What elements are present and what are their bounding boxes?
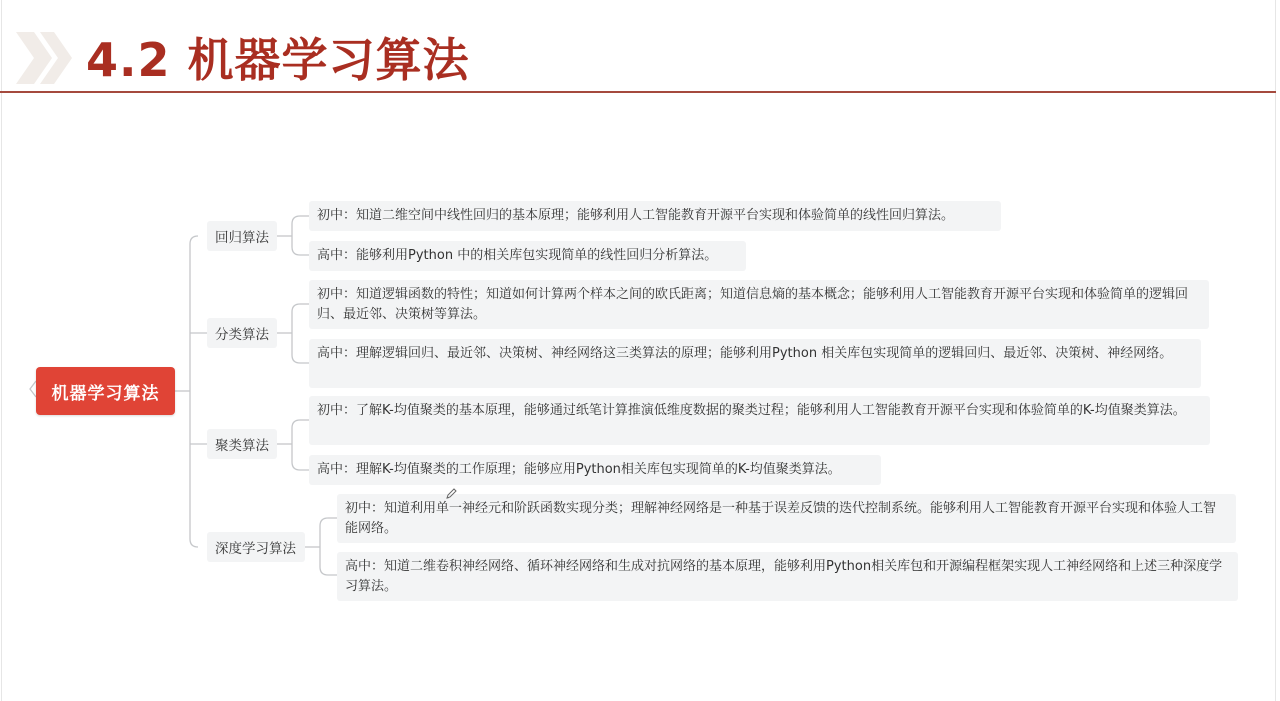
- leaf-regression-senior[interactable]: 高中：能够利用Python 中的相关库包实现简单的线性回归分析算法。: [309, 241, 746, 271]
- leaf-regression-junior[interactable]: 初中：知道二维空间中线性回归的基本原理；能够利用人工智能教育开源平台实现和体验简单的线性回归算法。: [309, 201, 1001, 231]
- leaf-clustering-junior[interactable]: 初中：了解K-均值聚类的基本原理，能够通过纸笔计算推演低维度数据的聚类过程；能够利用人工智能教育开源平台实现和体验简单的K-均值聚类算法。: [309, 396, 1210, 445]
- branch-regression[interactable]: 回归算法: [207, 221, 277, 251]
- leaf-classification-junior[interactable]: 初中：知道逻辑函数的特性；知道如何计算两个样本之间的欧氏距离；知道信息熵的基本概念；能够利用人工智能教育开源平台实现和体验简单的逻辑回归、最近邻、决策树等算法。: [309, 280, 1209, 329]
- leaf-classification-senior[interactable]: 高中：理解逻辑回归、最近邻、决策树、神经网络这三类算法的原理；能够利用Python 相关库包实现简单的逻辑回归、最近邻、决策树、神经网络。: [309, 339, 1201, 388]
- leaf-clustering-senior[interactable]: 高中：理解K-均值聚类的工作原理；能够应用Python相关库包实现简单的K-均值聚类算法。: [309, 455, 881, 485]
- branch-deep-learning[interactable]: 深度学习算法: [207, 532, 305, 562]
- pen-cursor-icon: [444, 487, 458, 501]
- page-title: 4.2 机器学习算法: [86, 33, 470, 87]
- leaf-deep-learning-senior[interactable]: 高中：知道二维卷积神经网络、循环神经网络和生成对抗网络的基本原理，能够利用Python相关库包和开源编程框架实现人工神经网络和上述三种深度学习算法。: [337, 552, 1238, 601]
- branch-clustering[interactable]: 聚类算法: [207, 429, 277, 459]
- mindmap-root-node[interactable]: 机器学习算法: [36, 367, 175, 415]
- branch-classification[interactable]: 分类算法: [207, 318, 277, 348]
- leaf-deep-learning-junior[interactable]: 初中：知道利用单一神经元和阶跃函数实现分类；理解神经网络是一种基于误差反馈的迭代控制系统。能够利用人工智能教育开源平台实现和体验人工智能网络。: [337, 494, 1236, 543]
